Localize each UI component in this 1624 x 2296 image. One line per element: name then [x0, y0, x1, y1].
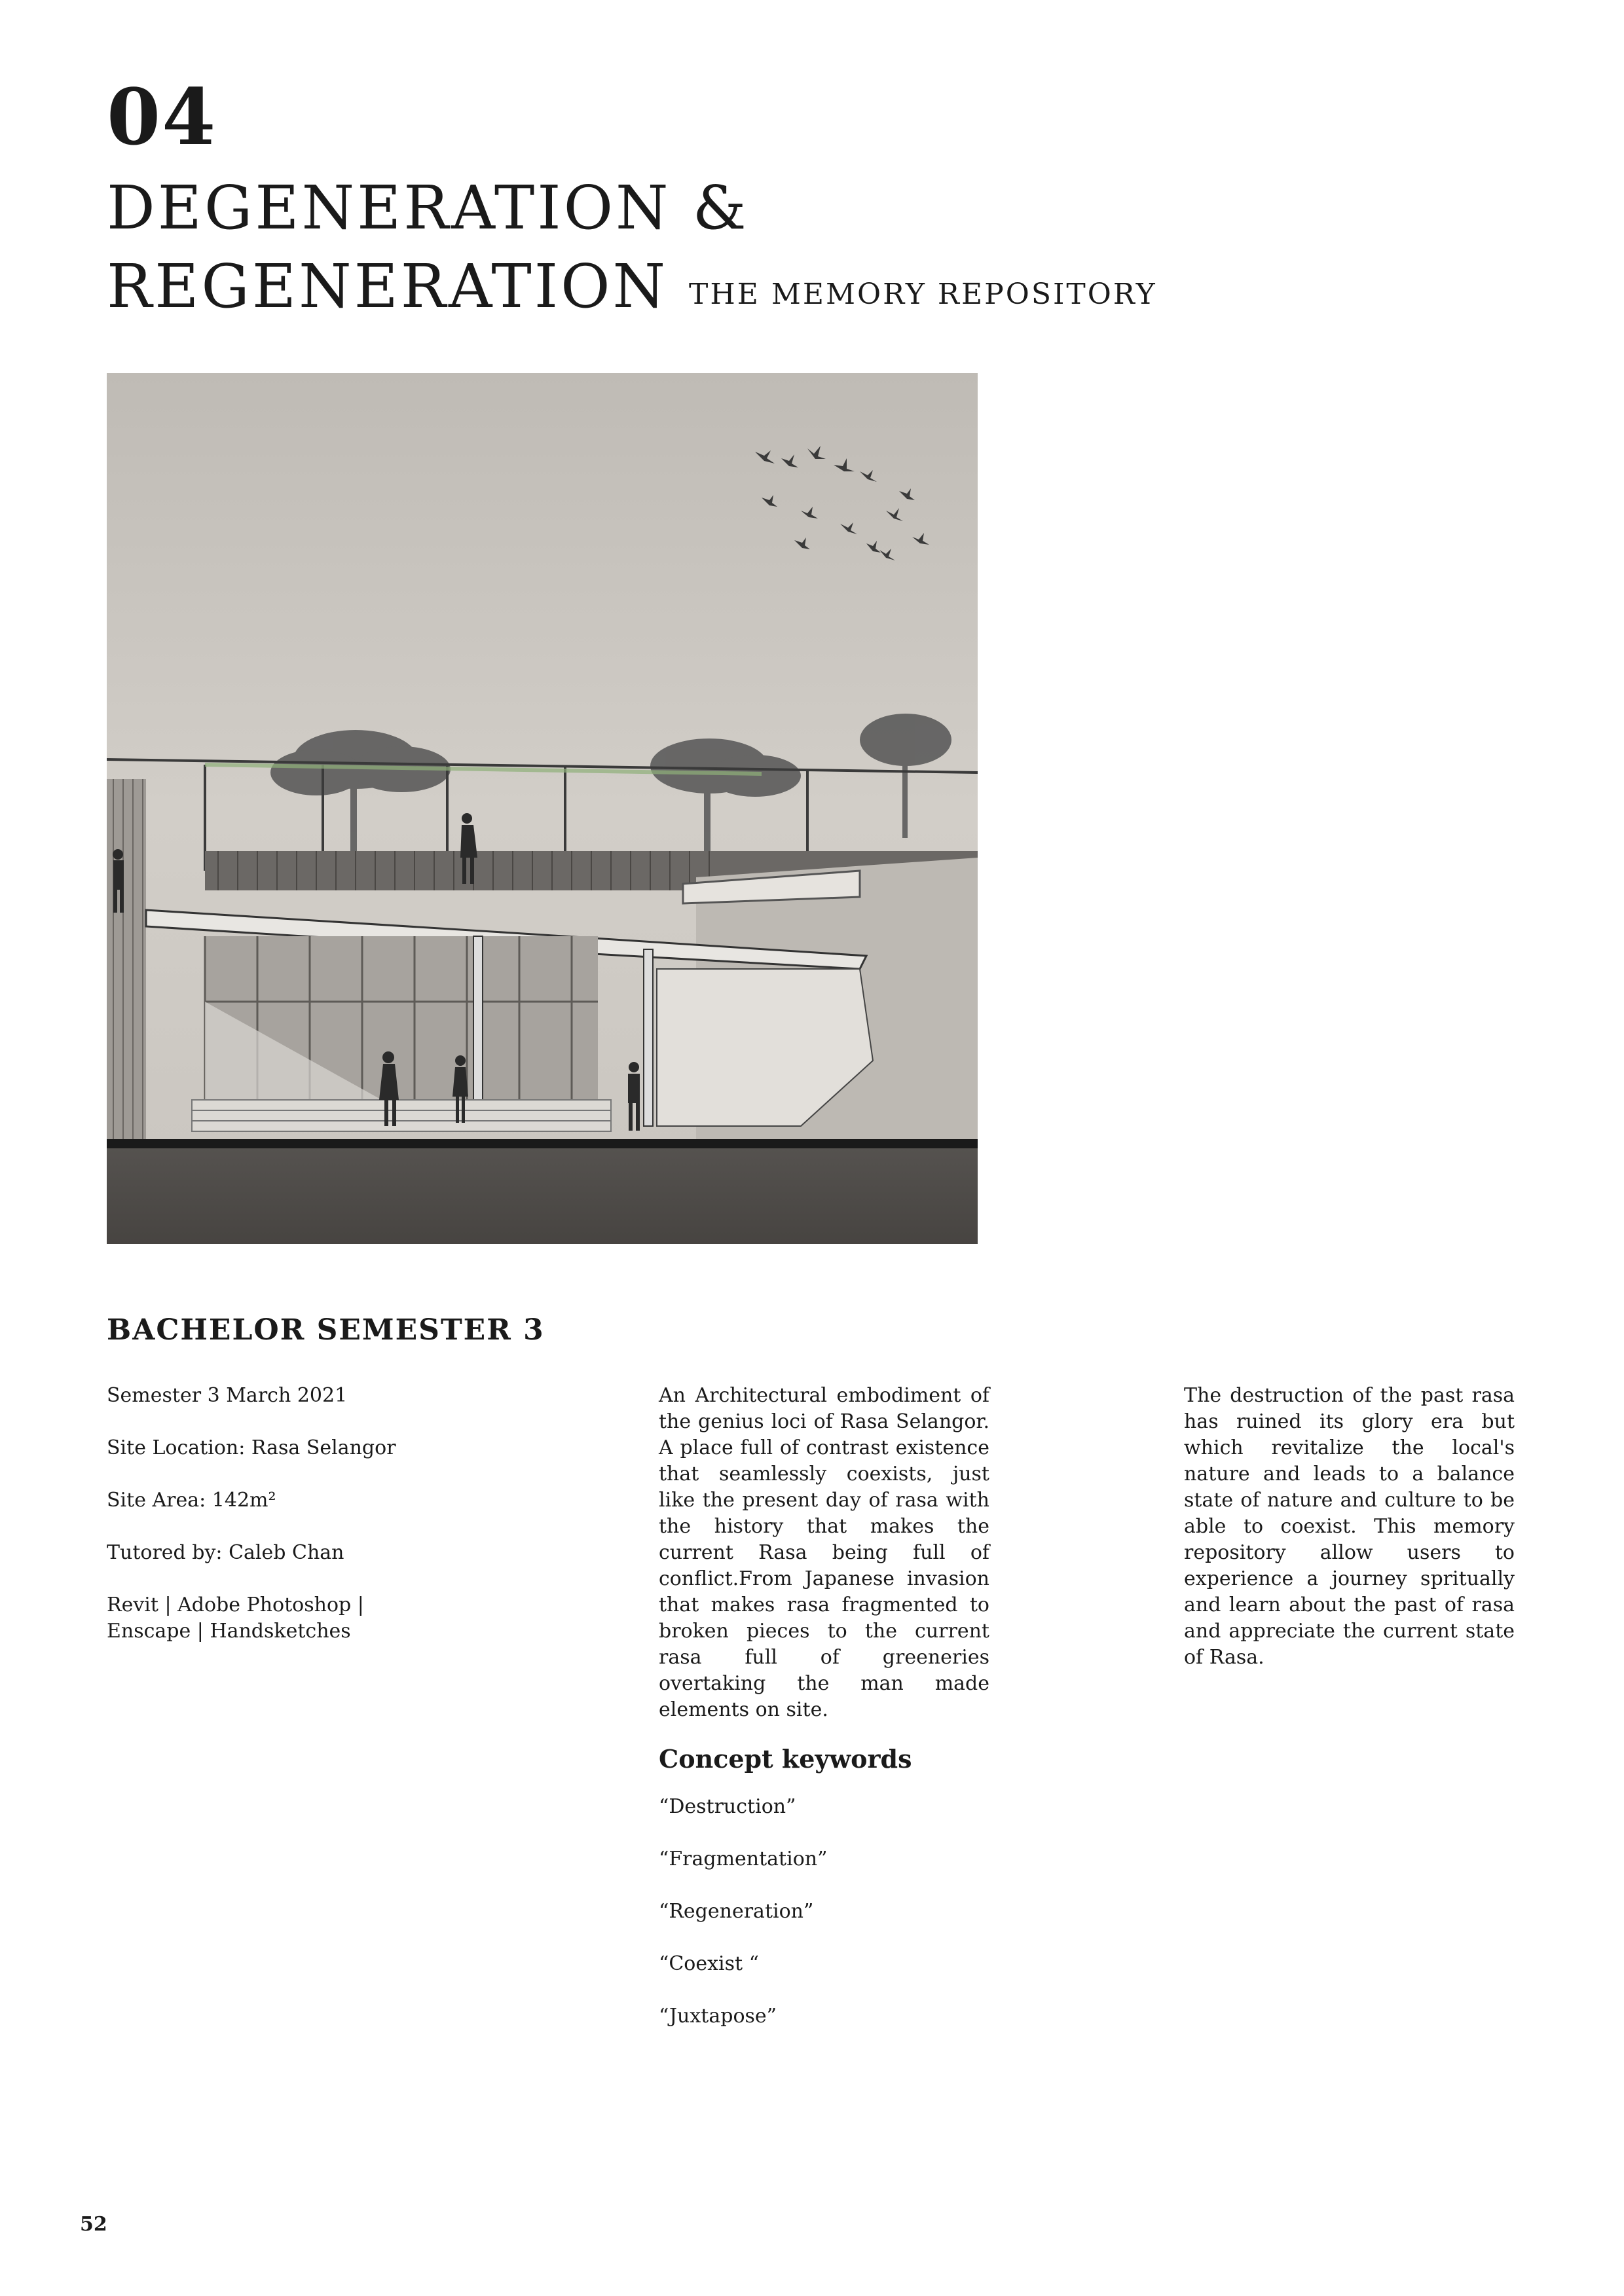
page-title-line-2: REGENERATION	[107, 251, 669, 321]
project-description	[659, 1383, 989, 1723]
ground-section	[107, 1148, 978, 1244]
page-title-line-1: DEGENERATION &	[107, 173, 749, 243]
destruction-paragraph: The destruction of the past rasa has ruined its glory era but which revitalize the local's nature and leads to a balance state of nature and culture to be able to coexist. This memory repository allow users to experience a journey spritually and learn about the past of rasa and appreciate the current state of Rasa.	[1184, 1384, 1515, 1669]
destruction-description	[1184, 1383, 1515, 1671]
ground-line	[107, 1139, 978, 1148]
concept-keywords-heading: Concept keywords	[659, 1744, 912, 1774]
tutor: Tutored by: Caleb Chan	[107, 1541, 344, 1564]
page-number: 52	[80, 2213, 107, 2236]
section-heading: BACHELOR SEMESTER 3	[107, 1313, 545, 1347]
project-details	[107, 1383, 513, 1671]
page-subtitle: THE MEMORY REPOSITORY	[689, 278, 1157, 311]
concept-keywords-list	[659, 1794, 989, 2056]
keyword-item: “Regeneration”	[659, 1900, 814, 1923]
software-list: Revit | Adobe Photoshop | Enscape | Handsketches	[107, 1594, 364, 1643]
keyword-item: “Destruction”	[659, 1795, 796, 1818]
column	[644, 949, 653, 1126]
project-number: 04	[107, 71, 217, 162]
column	[473, 936, 483, 1126]
entrance-steps	[192, 1100, 611, 1131]
keyword-item: “Fragmentation”	[659, 1848, 828, 1870]
keyword-item: “Juxtapose”	[659, 2005, 777, 2028]
section-perspective-drawing	[107, 373, 978, 1244]
site-location: Site Location: Rasa Selangor	[107, 1436, 396, 1459]
semester-date: Semester 3 March 2021	[107, 1384, 348, 1407]
description-paragraph: An Architectural embodiment of the genius loci of Rasa Selangor. A place full of contrast existence that seamlessly coexists, just like the present day of rasa with the history that makes the current Rasa being full of conflict.From Japanese invasion that makes rasa fragmented to broken pieces to the current rasa full of greeneries overtaking the man made elements on site.	[659, 1384, 989, 1721]
site-area: Site Area: 142m²	[107, 1489, 276, 1512]
keyword-item: “Coexist “	[659, 1952, 759, 1975]
